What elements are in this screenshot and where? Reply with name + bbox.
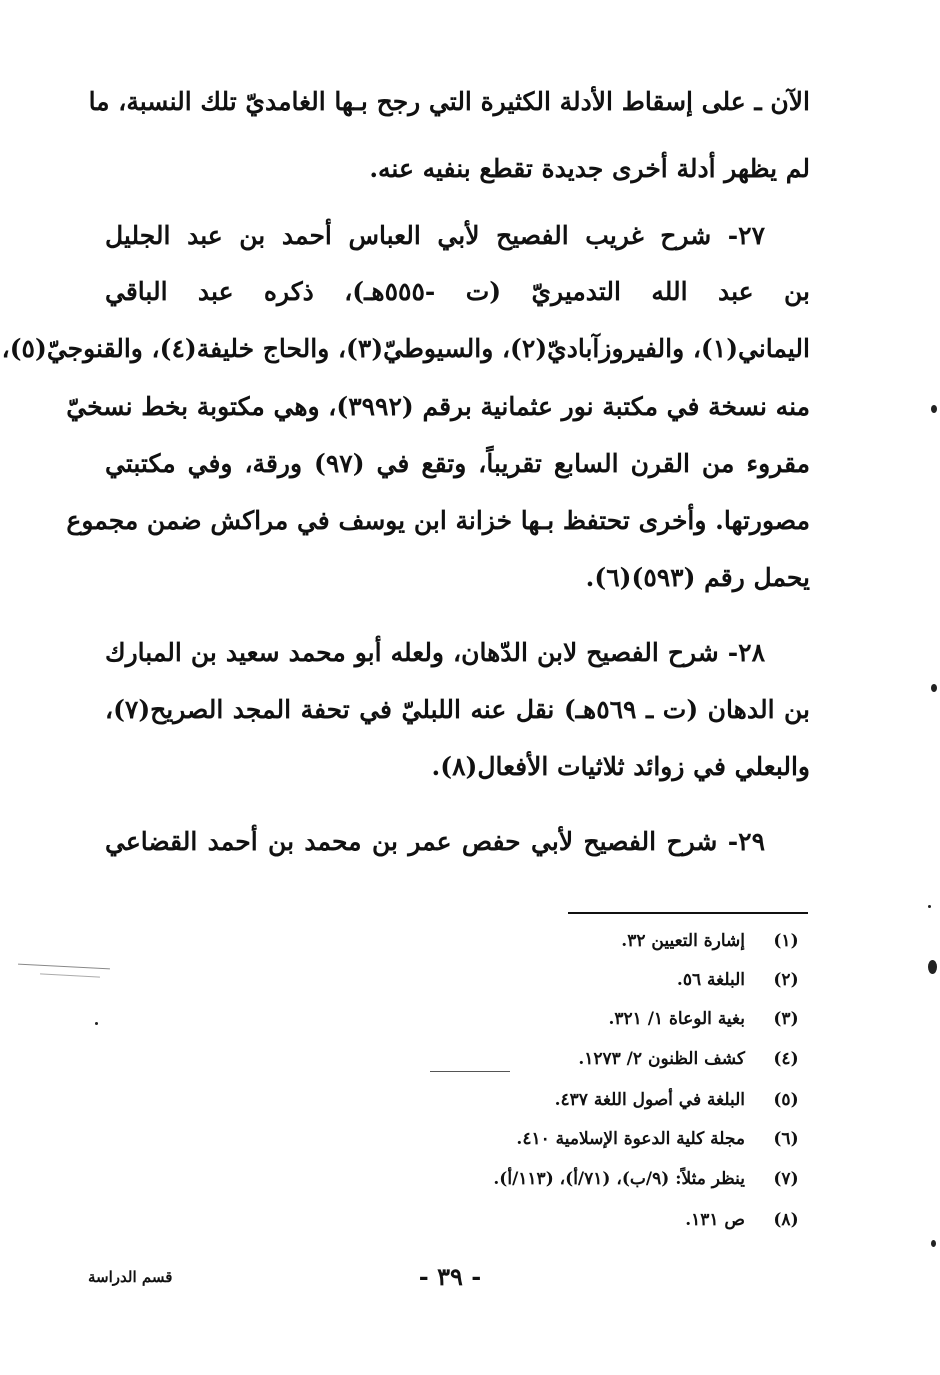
footnote-text: ص ١٣١. <box>685 1210 745 1230</box>
body-line: يحمل رقم (٥٩٣)(٦). <box>585 563 810 592</box>
scan-scratch-mark <box>40 973 100 977</box>
footnote-number: (٧) <box>773 1169 799 1189</box>
footnote-text: بغية الوعاة ١/ ٣٢١. <box>608 1009 745 1029</box>
footnote-number: (٣) <box>773 1009 799 1029</box>
footnote-text: إشارة التعيين ٣٢. <box>621 931 745 951</box>
footnote-text: ينظر مثلاً: (٩/ب)، (٧١/أ)، (١١٣/أ). <box>493 1169 745 1189</box>
footnote-text: البلغة ٥٦. <box>676 970 745 990</box>
scan-dot-mark <box>95 1022 98 1025</box>
footnote-number: (٤) <box>773 1049 799 1069</box>
body-line: مقروء من القرن السابع تقريباً، وتقع في (٩٧) ورقة، وفي مكتبتي <box>105 449 810 478</box>
scan-dot-mark <box>931 1240 936 1247</box>
body-line: ٢٨- شرح الفصيح لابن الدّهان، ولعله أبو محمد سعيد بن المبارك <box>105 638 765 667</box>
footnote-number: (١) <box>773 931 799 951</box>
footnote-number: (٢) <box>773 970 799 990</box>
body-line: ٢٧- شرح غريب الفصيح لأبي العباس أحمد بن عبد الجليل <box>105 221 765 250</box>
footnote-separator <box>568 912 808 914</box>
footnote-text: البلغة في أصول اللغة ٤٣٧. <box>554 1090 745 1110</box>
scan-dot-mark <box>928 905 931 908</box>
body-line: منه نسخة في مكتبة نور عثمانية برقم (٣٩٩٢)، وهي مكتوبة بخط نسخيّ <box>66 392 810 421</box>
scan-dash-mark <box>430 1071 510 1072</box>
footnote-text: كشف الظنون ٢/ ١٢٧٣. <box>578 1049 745 1069</box>
footnote-number: (٦) <box>773 1129 799 1149</box>
scan-dot-mark <box>928 960 937 974</box>
footnote-number: (٥) <box>773 1090 799 1110</box>
body-line: لم يظهر أدلة أخرى جديدة تقطع بنفيه عنه. <box>369 154 810 183</box>
body-line: ٢٩- شرح الفصيح لأبي حفص عمر بن محمد بن أحمد القضاعي <box>105 827 765 856</box>
body-line: بن الدهان (ت ـ ٥٦٩هـ) نقل عنه اللبليّ في تحفة المجد الصريح(٧)، <box>105 695 810 724</box>
body-line: والبعلي في زوائد ثلاثيات الأفعال(٨). <box>431 752 810 781</box>
body-line: بن عبد الله التدميريّ (ت -٥٥٥هـ)، ذكره عبد الباقي <box>105 277 810 306</box>
footnote-number: (٨) <box>773 1210 799 1230</box>
body-line: الآن ـ على إسقاط الأدلة الكثيرة التي رجح بـها الغامديّ تلك النسبة، ما <box>88 87 810 116</box>
body-line: اليماني(١)، والفيروزآباديّ(٢)، والسيوطيّ(٣)، والحاج خليفة(٤)، والقنوجيّ(٥)، <box>1 334 810 363</box>
page-number: - ٣٩ - <box>418 1262 482 1291</box>
footnote-text: مجلة كلية الدعوة الإسلامية ٤١٠. <box>516 1129 745 1149</box>
section-label: قسم الدراسة <box>88 1268 173 1286</box>
body-line: مصورتها. وأخرى تحتفظ بـها خزانة ابن يوسف في مراكش ضمن مجموع <box>66 506 810 535</box>
scan-scratch-mark <box>18 964 110 970</box>
scan-dot-mark <box>931 405 937 413</box>
scan-dot-mark <box>931 684 937 692</box>
